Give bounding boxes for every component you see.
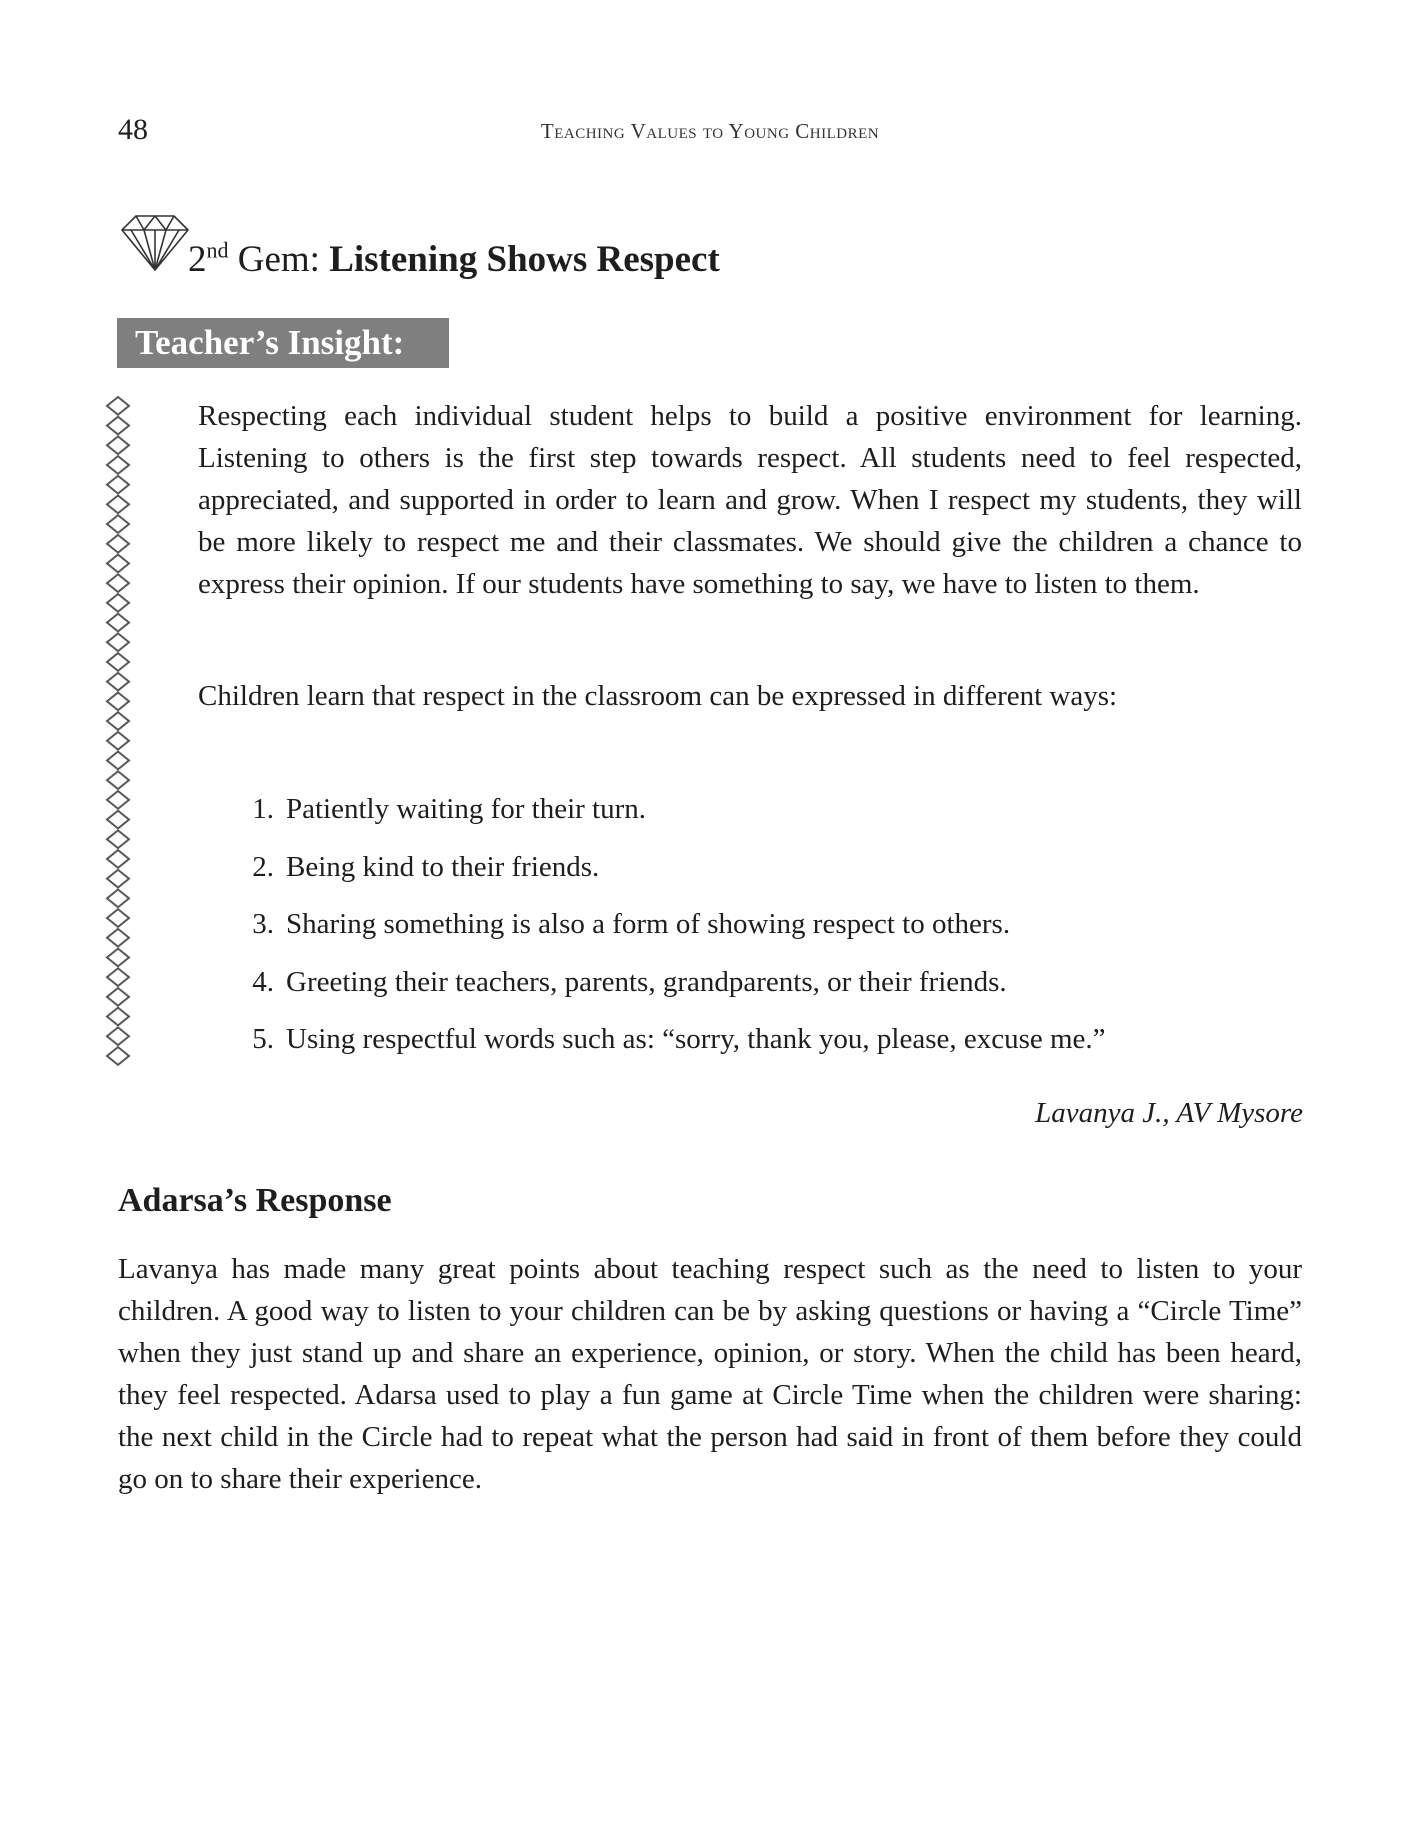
list-item-number: 5. [252,1023,274,1055]
list-item-text: Sharing something is also a form of showing respect to others. [286,908,1011,940]
list-item [198,961,1302,1003]
gem-ordinal: 2 [188,239,207,280]
list-item-number: 1. [252,793,274,825]
list-item [198,1018,1302,1060]
respect-ways-list [198,788,1302,1076]
list-item-number: 4. [252,965,274,998]
list-item-text: Using respectful words such as: “sorry, thank you, please, excuse me.” [286,1023,1106,1055]
insight-paragraph-1: Respecting each individual student helps to build a positive environment for learning. Listening to others is the first step towards respect. All students need to feel respected, appreciated, and supported in order to learn and grow. When I respect my students, they will be more likely to respect me and their classmates. We should give the children a chance to express their opinion. If our students have something to say, we have to listen to them. [198,400,1302,600]
list-item-text: Greeting their teachers, parents, grandparents, or their friends. [286,965,1007,998]
list-item-text: Being kind to their friends. [286,850,600,883]
list-item [198,846,1302,888]
list-item-number: 2. [252,850,274,883]
page-number: 48 [118,113,148,146]
diamond-border-decoration [104,396,132,1066]
gem-heading [188,236,720,284]
running-title: Teaching Values to Young Children [540,119,880,143]
response-paragraph: Lavanya has made many great points about teaching respect such as the need to listen to your children. A good way to listen to your children can be by asking questions or having a “Circle Time” when they just stand up and share an experience, opinion, or story. When the child has been heard, they feel respected. Adarsa used to play a fun game at Circle Time when the children were sharing: the next child in the Circle had to repeat what the person had said in front of them before they could go on to share their experience. [118,1253,1302,1495]
list-item-text: Patiently waiting for their turn. [286,793,647,825]
insight-paragraph-2: Children learn that respect in the classroom can be expressed in different ways: [198,680,1118,712]
gem-title: Listening Shows Respect [329,239,720,280]
list-item-number: 3. [252,908,274,940]
gem-label: Gem: [228,239,330,280]
list-item [198,903,1302,945]
response-heading: Adarsa’s Response [118,1182,392,1219]
diamond-gem-icon [118,212,192,274]
attribution: Lavanya J., AV Mysore [1035,1097,1303,1129]
list-item [198,788,1302,830]
gem-ordinal-suffix: nd [206,237,229,263]
insight-banner: Teacher’s Insight: [117,318,449,368]
